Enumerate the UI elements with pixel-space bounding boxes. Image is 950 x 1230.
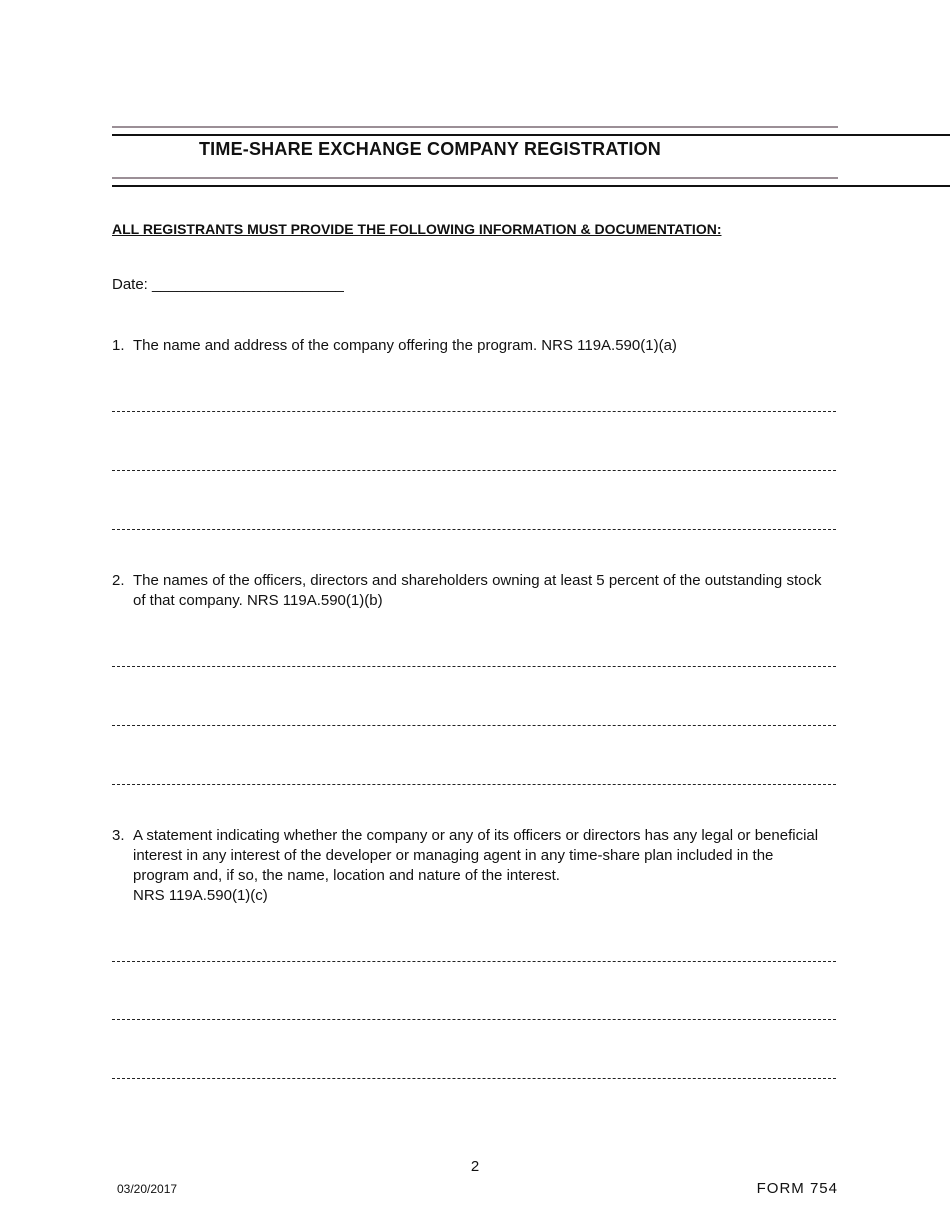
question-number: 2.: [112, 572, 125, 589]
header-rule-bottom-black: [112, 185, 950, 187]
answer-line-3b[interactable]: [112, 1019, 836, 1020]
answer-line-2c[interactable]: [112, 784, 836, 785]
answer-line-1a[interactable]: [112, 411, 836, 412]
question-number: 3.: [112, 827, 125, 844]
page-number: 2: [470, 1158, 480, 1175]
footer-date: 03/20/2017: [117, 1182, 178, 1196]
form-id: FORM 754: [756, 1180, 838, 1197]
header-rule-bottom-grey: [112, 177, 838, 179]
question-2: [112, 571, 838, 611]
answer-line-1b[interactable]: [112, 470, 836, 471]
question-citation: NRS 119A.590(1)(c): [133, 887, 268, 904]
question-body: [133, 826, 833, 906]
question-text: The names of the officers, directors and shareholders owning at least 5 percent of the outstanding stock of that company. NRS 119A.590(1)(b): [133, 572, 822, 609]
question-number: 1.: [112, 337, 125, 354]
question-text: The name and address of the company offering the program. NRS 119A.590(1)(a): [133, 337, 677, 354]
instructions-heading: ALL REGISTRANTS MUST PROVIDE THE FOLLOWING INFORMATION & DOCUMENTATION:: [112, 221, 722, 237]
header-rule-top-grey: [112, 126, 838, 128]
question-1: [112, 336, 838, 356]
date-field[interactable]: Date: _______________________: [112, 276, 344, 293]
answer-line-2a[interactable]: [112, 666, 836, 667]
answer-line-2b[interactable]: [112, 725, 836, 726]
answer-line-3a[interactable]: [112, 961, 836, 962]
header-rule-top-black: [112, 134, 950, 136]
question-text: A statement indicating whether the company or any of its officers or directors has any legal or beneficial interest in any interest of the developer or managing agent in any time-share plan included in the program and, if so, the name, location and nature of the interest.: [133, 827, 819, 884]
answer-line-1c[interactable]: [112, 529, 836, 530]
question-3: [112, 826, 838, 906]
form-title: TIME-SHARE EXCHANGE COMPANY REGISTRATION: [198, 139, 662, 159]
answer-line-3c[interactable]: [112, 1078, 836, 1079]
